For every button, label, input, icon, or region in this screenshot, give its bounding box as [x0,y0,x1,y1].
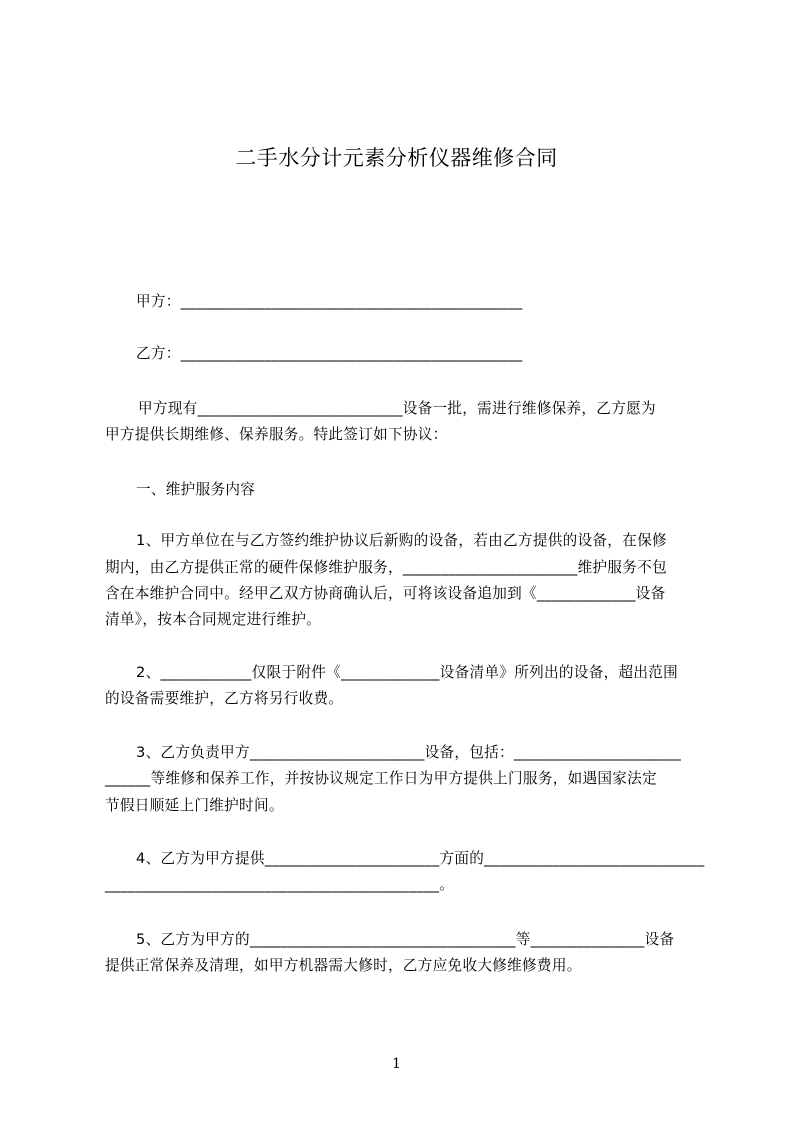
intro-line-1: 甲方现有___________________________设备一批，需进行维修保养，乙方愿为 [138,400,656,417]
document-title: 二手水分计元素分析仪器维修合同 [235,146,558,170]
page-number: 1 [392,1056,401,1072]
clause-2-line-1: 2、____________仅限于附件《_____________设备清单》所列出的设备，超出范围 [136,664,679,681]
clause-3-line-3: 节假日顺延上门维护时间。 [105,797,284,814]
clause-3-line-1: 3、乙方负责甲方_______________________设备，包括：______________________ [136,744,682,761]
clause-1-line-4: 清单》，按本合同规定进行维护。 [105,611,322,628]
party-b-line: 乙方：_____________________________________________ [136,345,523,362]
clause-4-line-2: ____________________________________________。 [105,876,455,893]
clause-3-line-2: ______等维修和保养工作，并按协议规定工作日为甲方提供上门服务，如遇国家法定 [105,770,657,787]
intro-line-2: 甲方提供长期维修、保养服务。特此签订如下协议： [105,426,448,443]
party-a-line: 甲方：_____________________________________________ [136,293,523,310]
clause-1-line-1: 1、甲方单位在与乙方签约维护协议后新购的设备，若由乙方提供的设备，在保修 [136,532,667,549]
clause-1-line-2: 期内，由乙方提供正常的硬件保修维护服务，_______________________维护服务不包 [105,559,667,576]
clause-5-line-2: 提供正常保养及清理，如甲方机器需大修时，乙方应免收大修维修费用。 [105,957,582,974]
section-1-heading: 一、维护服务内容 [136,481,256,498]
clause-5-line-1: 5、乙方为甲方的___________________________________等_______________设备 [136,931,675,948]
clause-4-line-1: 4、乙方为甲方提供_______________________方面的_____________________________ [136,850,705,867]
clause-2-line-2: 的设备需要维护，乙方将另行收费。 [105,690,344,707]
clause-1-line-3: 含在本维护合同中。经甲乙双方协商确认后，可将该设备追加到《_____________设备 [105,585,666,602]
